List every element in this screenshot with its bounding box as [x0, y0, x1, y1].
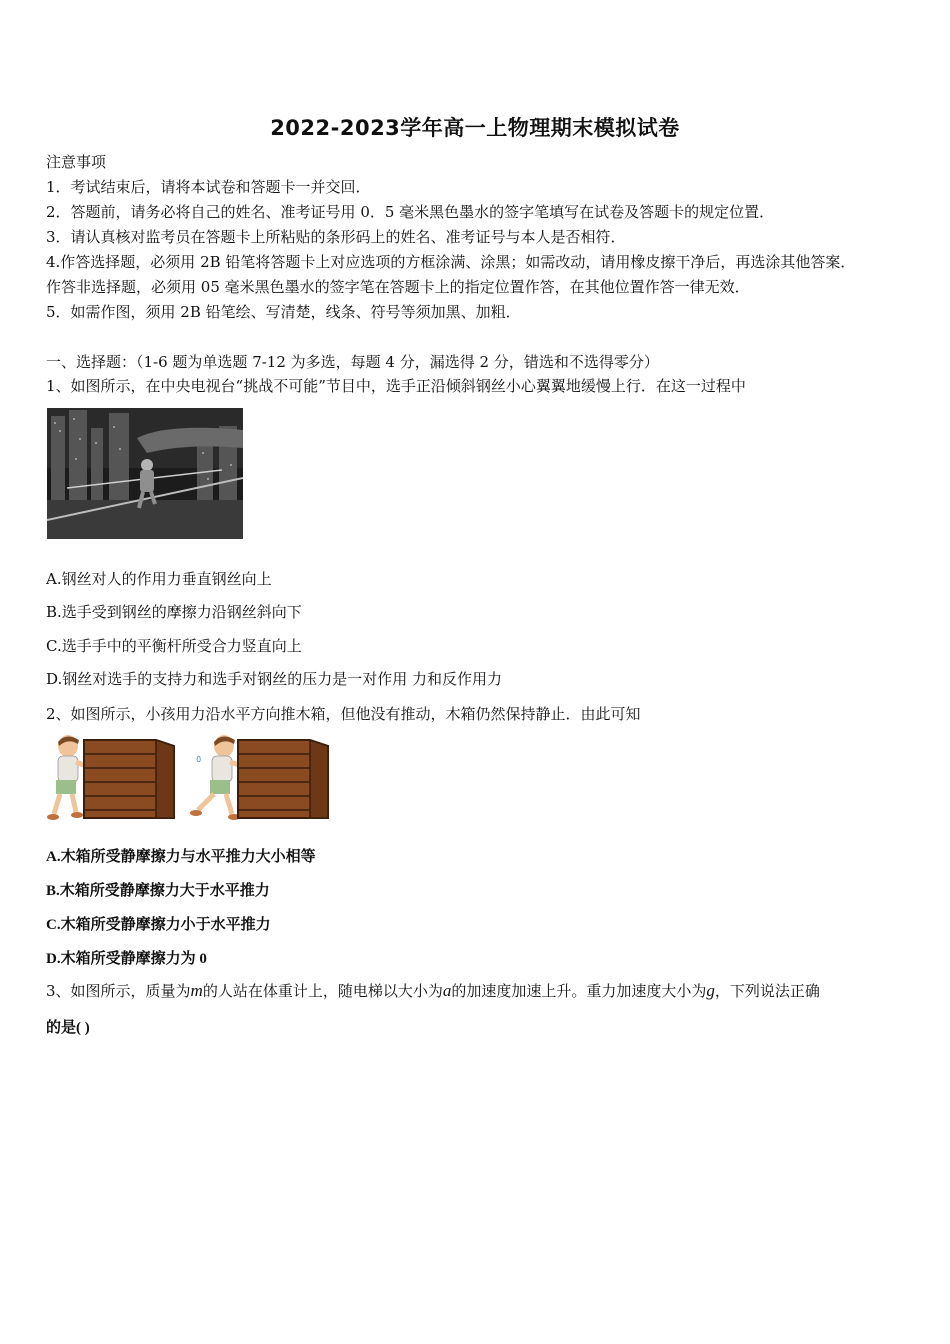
var-m: m: [190, 981, 203, 1000]
q3-text: 的人站在体重计上，随电梯以大小为: [202, 982, 443, 1000]
question-2-option-a: A.木箱所受静摩擦力与水平推力大小相等: [46, 849, 316, 865]
question-3-stem-cont: 的是( ): [46, 1020, 90, 1036]
note-item: 1．考试结束后，请将本试卷和答题卡一并交回．: [46, 178, 371, 196]
q3-text: ，下列说法正确: [714, 982, 820, 1000]
question-2-option-c: C.木箱所受静摩擦力小于水平推力: [46, 917, 271, 933]
note-item: 作答非选择题，必须用 05 毫米黑色墨水的签字笔在答题卡上的指定位置作答，在其他位置作答一律无效．: [46, 278, 750, 296]
note-item: 2．答题前，请务必将自己的姓名、准考证号用 0．5 毫米黑色墨水的签字笔填写在试卷及答题卡的规定位置．: [46, 203, 775, 221]
var-g: g: [706, 981, 715, 1000]
section-heading: 一、选择题：（1-6 题为单选题 7-12 为多选，每题 4 分，漏选得 2 分，错选和不选得零分）: [46, 353, 659, 371]
question-2-option-b: B.木箱所受静摩擦力大于水平推力: [46, 883, 270, 899]
question-1-option-b: B.选手受到钢丝的摩擦力沿钢丝斜向下: [46, 603, 302, 621]
question-2-stem: 2、如图所示，小孩用力沿水平方向推木箱，但他没有推动，木箱仍然保持静止．由此可知: [46, 705, 641, 723]
question-1-option-c: C.选手手中的平衡杆所受合力竖直向上: [46, 637, 302, 655]
question-1-stem: 1、如图所示，在中央电视台“挑战不可能”节目中，选手正沿倾斜钢丝小心翼翼地缓慢上行．在这一过程中: [46, 377, 746, 395]
svg-text:٥: ٥: [196, 754, 202, 765]
var-a: a: [442, 981, 452, 1000]
tightrope-photo: [47, 408, 243, 539]
note-item: 4.作答选择题，必须用 2B 铅笔将答题卡上对应选项的方框涂满、涂黑；如需改动，请用橡皮擦干净后，再选涂其他答案．: [46, 253, 856, 271]
note-item: 3．请认真核对监考员在答题卡上所粘贴的条形码上的姓名、准考证号与本人是否相符．: [46, 228, 626, 246]
note-item: 5．如需作图，须用 2B 铅笔绘、写清楚，线条、符号等须加黑、加粗．: [46, 303, 521, 321]
kid-pushing-crate-illustration: [46, 732, 331, 824]
question-3-stem: [46, 980, 906, 1002]
q3-text: 3、如图所示，质量为: [46, 982, 191, 1000]
page-title: 2022-2023学年高一上物理期末模拟试卷: [270, 116, 680, 140]
question-1-option-d: D.钢丝对选手的支持力和选手对钢丝的压力是一对作用 力和反作用力: [46, 670, 503, 688]
question-2-option-d: D.木箱所受静摩擦力为 0: [46, 951, 207, 967]
question-1-option-a: A.钢丝对人的作用力垂直钢丝向上: [46, 570, 272, 588]
q3-text: 的加速度加速上升。重力加速度大小为: [451, 982, 707, 1000]
notes-heading: 注意事项: [46, 153, 107, 171]
